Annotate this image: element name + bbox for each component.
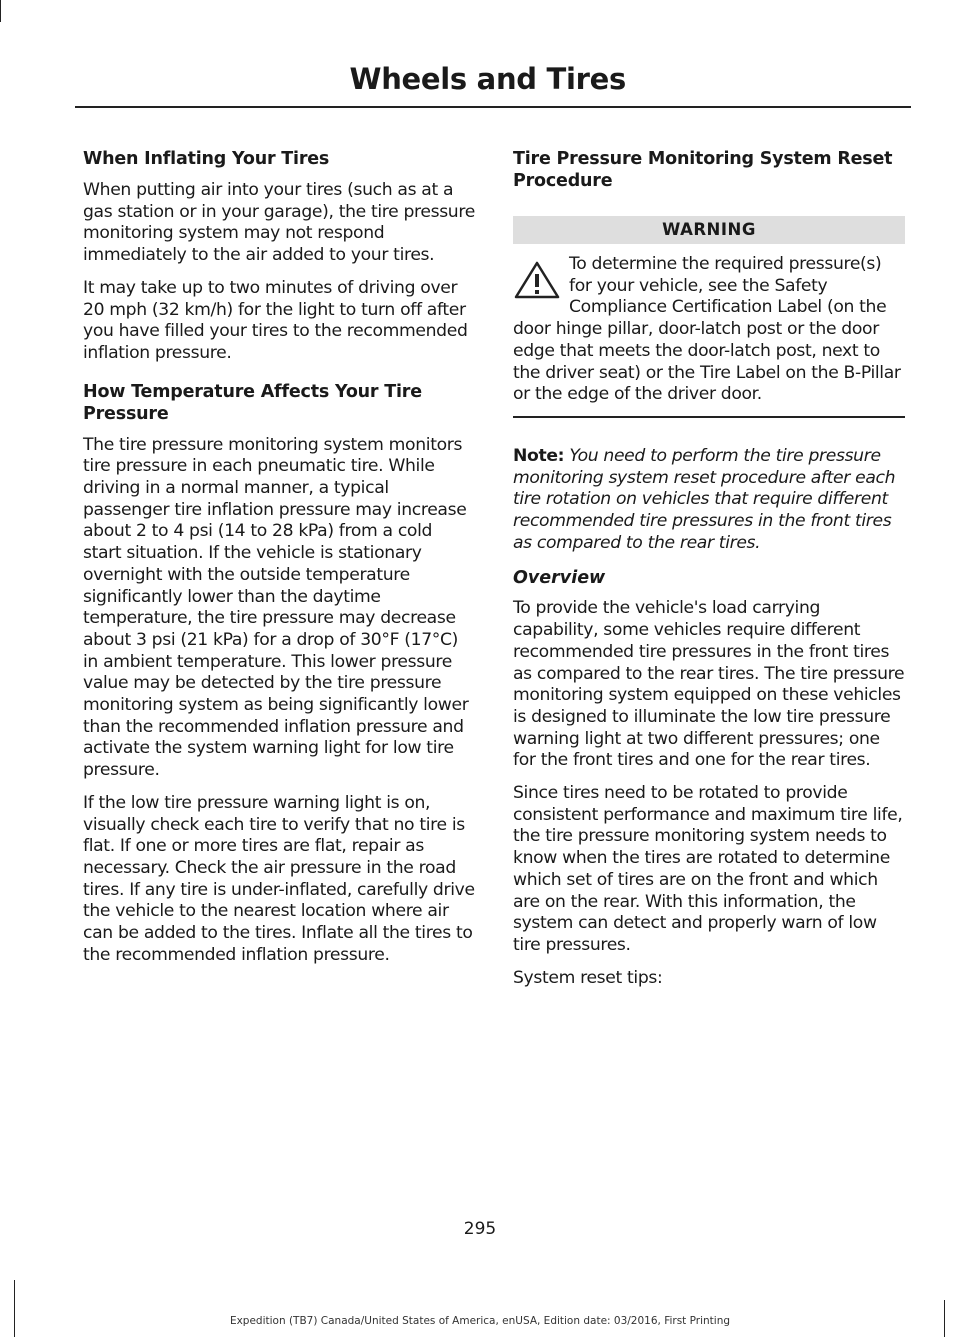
crop-mark-top-left	[0, 0, 1, 22]
paragraph: The tire pressure monitoring system monitors tire pressure in each pneumatic tire. While driving in a normal manner, a typical passenger tire inflation pressure may increase about 2 to 4 psi (14 to 28 kPa) from a cold start situation. If the vehicle is stationary overnight with the outside temperature significantly lower than the daytime temperature, the tire pressure may decrease about 3 psi (21 kPa) for a drop of 30°F (17°C) in ambient temperature. This lower pressure value may be detected by the tire pressure monitoring system as being significantly lower than the recommended inflation pressure and activate the system warning light for low tire pressure.	[83, 434, 469, 781]
paragraph: When putting air into your tires (such as at a gas station or in your garage), the tire pressure monitoring system may not respond immediately to the air added to your tires.	[83, 180, 475, 266]
warning-rule	[513, 416, 905, 418]
warning-text: To determine the required pressure(s) for your vehicle, see the Safety Compliance Certification Label (on the door hinge pillar, door-latch post or the door edge that meets the door-latch post, next to the driver seat) or the Tire Label on the B-Pillar or the edge of the driver door.	[513, 254, 901, 405]
page-header-title: Wheels and Tires	[349, 62, 626, 96]
warning-box	[513, 254, 905, 406]
warning-banner: WARNING	[513, 216, 905, 244]
page-number: 295	[463, 1219, 497, 1239]
paragraph: It may take up to two minutes of driving over 20 mph (32 km/h) for the light to turn off after you have filled your tires to the recommended inflation pressure.	[83, 277, 468, 363]
paragraph: Since tires need to be rotated to provide consistent performance and maximum tire life, the tire pressure monitoring system needs to know when the tires are rotated to determine which set of tires are on the front and which are on the rear. With this information, the system can detect and properly warn of low tire pressures.	[513, 783, 903, 955]
note-label: Note:	[513, 445, 565, 466]
header-rule	[75, 106, 911, 108]
heading-reset-procedure: Tire Pressure Monitoring System Reset Procedure	[513, 149, 893, 191]
crop-mark-bottom-left	[14, 1280, 15, 1337]
paragraph: System reset tips:	[513, 967, 663, 988]
warning-triangle-icon	[513, 260, 561, 300]
note-text: You need to perform the tire pressure monitoring system reset procedure after each tire rotation on vehicles that require different recommended tire pressures in the front tires as compared to the rear tires.	[513, 445, 896, 553]
footer-edition: Expedition (TB7) Canada/United States of America, enUSA, Edition date: 03/2016, First Printing	[229, 1315, 731, 1327]
heading-overview: Overview	[513, 568, 606, 589]
paragraph: To provide the vehicle's load carrying capability, some vehicles require different recommended tire pressures in the front tires as compared to the rear tires. The tire pressure monitoring system equipped on these vehicles is designed to illuminate the low tire pressure warning light at two different pressures; one for the front tires and one for the rear tires.	[513, 598, 905, 771]
note	[513, 446, 905, 555]
heading-inflating: When Inflating Your Tires	[83, 149, 330, 169]
paragraph: If the low tire pressure warning light is on, visually check each tire to verify that no tire is flat. If one or more tires are flat, repair as necessary. Check the air pressure in the road tires. If any tire is under-inflated, carefully drive the vehicle to the nearest location where air can be added to the tires. Inflate all the tires to the recommended inflation pressure.	[83, 792, 475, 965]
heading-temperature: How Temperature Affects Your Tire Pressure	[83, 381, 422, 424]
right-column	[513, 148, 905, 1000]
left-column	[83, 148, 475, 978]
